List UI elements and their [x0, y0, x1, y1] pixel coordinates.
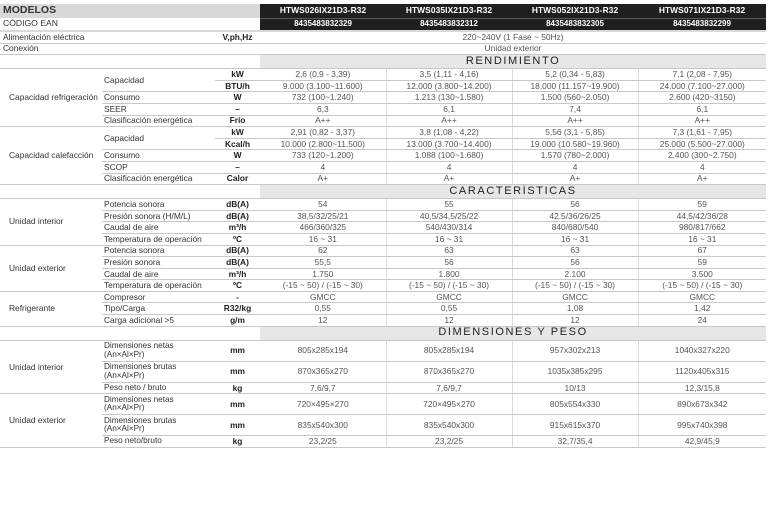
section-spacer [0, 185, 260, 199]
row-value: (-15 ~ 50) / (-15 ~ 30) [512, 280, 638, 292]
table-row [0, 415, 766, 436]
row-value: GMCC [512, 291, 638, 303]
row-value: 915x615x370 [512, 415, 638, 436]
row-value: 0,55 [386, 303, 512, 315]
section-spacer [0, 326, 260, 340]
row-value: 7,6/9,7 [386, 382, 512, 394]
row-unit: mm [215, 415, 260, 436]
row-value: 995x740x398 [638, 415, 766, 436]
row-value: 720×495×270 [260, 394, 386, 415]
row-label: Consumo [102, 92, 215, 104]
row-label: Caudal de aire [102, 268, 215, 280]
table-row [0, 161, 766, 173]
row-label: SEER [102, 103, 215, 115]
row-unit: mm [215, 361, 260, 382]
row-label: Dimensiones brutas (An×Al×Pr) [102, 415, 215, 436]
row-value: 12 [512, 315, 638, 327]
connection-label: Conexión [0, 43, 260, 55]
row-value: 870x365x270 [386, 361, 512, 382]
connection-row [0, 43, 766, 55]
row-value: 7,6/9,7 [260, 382, 386, 394]
models-label: MODELOS [0, 4, 260, 18]
row-value: 1,42 [638, 303, 766, 315]
row-value: 1.570 (780~2.000) [512, 150, 638, 162]
row-value: 63 [512, 245, 638, 257]
row-value: 56 [386, 257, 512, 269]
connection-value: Unidad exterior [260, 43, 766, 55]
row-value: 24.000 (7.100~27.000) [638, 80, 766, 92]
row-value: 835x540x300 [386, 415, 512, 436]
row-unit: BTU/h [215, 80, 260, 92]
ean-label: CÓDIGO EAN [0, 18, 260, 30]
row-value: 0,55 [260, 303, 386, 315]
row-unit: mm [215, 394, 260, 415]
row-value: 59 [638, 199, 766, 211]
row-value: 6,1 [386, 103, 512, 115]
row-value: 733 (120~1.200) [260, 150, 386, 162]
row-value: GMCC [386, 291, 512, 303]
group-label: Unidad exterior [0, 394, 102, 448]
row-label: Peso neto / bruto [102, 382, 215, 394]
table-row [0, 257, 766, 269]
row-value: 466/360/325 [260, 222, 386, 234]
row-unit: Calor [215, 173, 260, 185]
row-value: 1035x385x295 [512, 361, 638, 382]
table-row [0, 436, 766, 448]
row-value: 540/430/314 [386, 222, 512, 234]
row-unit: - [215, 291, 260, 303]
row-label: Temperatura de operación [102, 280, 215, 292]
table-row [0, 115, 766, 127]
row-value: 1.088 (100~1.680) [386, 150, 512, 162]
ean-code: 8435483832299 [638, 18, 766, 30]
row-unit: dB(A) [215, 210, 260, 222]
row-unit: W [215, 150, 260, 162]
row-value: 56 [512, 199, 638, 211]
features-section-row [0, 185, 766, 199]
row-value: 890x673x342 [638, 394, 766, 415]
row-unit: ºC [215, 280, 260, 292]
row-value: A++ [386, 115, 512, 127]
row-value: 805x285x194 [386, 340, 512, 361]
ean-row [0, 18, 766, 30]
row-unit: R32/kg [215, 303, 260, 315]
row-value: 10.000 (2.800~11.500) [260, 138, 386, 150]
power-supply-unit: V,ph,Hz [215, 32, 260, 43]
model-name: HTWS052IX21D3-R32 [512, 4, 638, 18]
row-unit: ºC [215, 233, 260, 245]
row-unit: m³/h [215, 268, 260, 280]
row-value: 16 ~ 31 [638, 233, 766, 245]
row-unit: Frío [215, 115, 260, 127]
row-value: 59 [638, 257, 766, 269]
row-unit: W [215, 92, 260, 104]
table-row [0, 394, 766, 415]
group-label: Capacidad calefacción [0, 127, 102, 185]
table-row [0, 233, 766, 245]
table-row [0, 361, 766, 382]
row-value: 4 [386, 161, 512, 173]
row-value: 2.100 [512, 268, 638, 280]
row-value: (-15 ~ 50) / (-15 ~ 30) [386, 280, 512, 292]
row-value: A+ [260, 173, 386, 185]
row-label: Presión sonora [102, 257, 215, 269]
row-label: Clasificación energética [102, 173, 215, 185]
row-value: 4 [638, 161, 766, 173]
row-value: 7,1 (2,08 - 7,95) [638, 69, 766, 81]
row-value: 1,08 [512, 303, 638, 315]
row-value: 25.000 (5.500~27.000) [638, 138, 766, 150]
row-value: 4 [260, 161, 386, 173]
row-value: 980/817/662 [638, 222, 766, 234]
row-value: 1120x405x315 [638, 361, 766, 382]
row-value: 56 [512, 257, 638, 269]
row-value: 18.000 (11.157~19.900) [512, 80, 638, 92]
row-value: 42,9/45,9 [638, 436, 766, 448]
row-value: 55 [386, 199, 512, 211]
row-value: 2.400 (300~2.750) [638, 150, 766, 162]
row-label: Potencia sonora [102, 199, 215, 211]
row-unit: kg [215, 436, 260, 448]
ean-code: 8435483832312 [386, 18, 512, 30]
row-value: 2.600 (420~3150) [638, 92, 766, 104]
table-row [0, 245, 766, 257]
table-row [0, 173, 766, 185]
row-unit: m³/h [215, 222, 260, 234]
performance-section-title: RENDIMIENTO [260, 55, 766, 69]
group-label: Unidad interior [0, 199, 102, 245]
row-value: 12,3/15,8 [638, 382, 766, 394]
row-unit: dB(A) [215, 199, 260, 211]
row-label: Dimensiones netas (An×Al×Pr) [102, 394, 215, 415]
row-unit: – [215, 103, 260, 115]
row-value: 957x302x213 [512, 340, 638, 361]
table-row [0, 210, 766, 222]
row-label: Capacidad [102, 69, 215, 92]
row-label: Peso neto/bruto [102, 436, 215, 448]
row-value: 2,6 (0,9 - 3,39) [260, 69, 386, 81]
row-value: 32,7/35,4 [512, 436, 638, 448]
row-value: 19.000 (10.580~19.960) [512, 138, 638, 150]
power-supply-value: 220~240V (1 Fase ~ 50Hz) [260, 32, 766, 43]
dimensions-section-row [0, 326, 766, 340]
model-name: HTWS035IX21D3-R32 [386, 4, 512, 18]
row-value: 1.800 [386, 268, 512, 280]
group-label: Unidad exterior [0, 245, 102, 291]
row-value: 23,2/25 [260, 436, 386, 448]
row-value: 3,5 (1,11 - 4,16) [386, 69, 512, 81]
row-unit: dB(A) [215, 257, 260, 269]
power-supply-label: Alimentación eléctrica [0, 32, 215, 43]
row-label: Clasificación energética [102, 115, 215, 127]
table-row [0, 92, 766, 104]
group-label: Unidad interior [0, 340, 102, 394]
row-value: 1.213 (130~1.580) [386, 92, 512, 104]
row-value: 54 [260, 199, 386, 211]
row-value: 5,56 (3,1 - 5,85) [512, 127, 638, 139]
row-value: 6,3 [260, 103, 386, 115]
row-value: 720×495×270 [386, 394, 512, 415]
row-value: A+ [386, 173, 512, 185]
row-unit: g/m [215, 315, 260, 327]
row-value: 805x285x194 [260, 340, 386, 361]
row-value: 6,1 [638, 103, 766, 115]
table-row [0, 268, 766, 280]
table-row [0, 340, 766, 361]
row-value: A++ [260, 115, 386, 127]
ean-code: 8435483832305 [512, 18, 638, 30]
row-unit: dB(A) [215, 245, 260, 257]
row-value: 38,5/32/25/21 [260, 210, 386, 222]
row-label: Dimensiones netas (An×Al×Pr) [102, 340, 215, 361]
row-value: 3.500 [638, 268, 766, 280]
row-label: Consumo [102, 150, 215, 162]
row-value: 7,4 [512, 103, 638, 115]
row-value: A+ [512, 173, 638, 185]
row-value: 16 ~ 31 [512, 233, 638, 245]
row-label: Compresor [102, 291, 215, 303]
row-unit: kW [215, 127, 260, 139]
table-row [0, 103, 766, 115]
row-value: 805x554x330 [512, 394, 638, 415]
row-value: 24 [638, 315, 766, 327]
spec-table [0, 4, 766, 448]
table-row [0, 382, 766, 394]
row-value: 4 [512, 161, 638, 173]
row-value: 1.500 (560~2.050) [512, 92, 638, 104]
row-value: GMCC [638, 291, 766, 303]
table-row [0, 127, 766, 139]
row-label: Tipo/Carga [102, 303, 215, 315]
group-label: Capacidad refrigeración [0, 69, 102, 127]
row-value: 10/13 [512, 382, 638, 394]
row-value: 1040x327x220 [638, 340, 766, 361]
row-value: 7,3 (1,61 - 7,95) [638, 127, 766, 139]
row-label: SCOP [102, 161, 215, 173]
row-label: Carga adicional >5 [102, 315, 215, 327]
row-value: A++ [638, 115, 766, 127]
row-value: 12 [260, 315, 386, 327]
row-value: 67 [638, 245, 766, 257]
performance-section-row [0, 55, 766, 69]
section-spacer [0, 55, 260, 69]
row-unit: kW [215, 69, 260, 81]
row-value: (-15 ~ 50) / (-15 ~ 30) [638, 280, 766, 292]
row-value: GMCC [260, 291, 386, 303]
row-label: Capacidad [102, 127, 215, 150]
group-label: Refrigerante [0, 291, 102, 326]
row-label: Dimensiones brutas (An×Al×Pr) [102, 361, 215, 382]
row-value: 55,5 [260, 257, 386, 269]
table-row [0, 280, 766, 292]
row-value: 16 ~ 31 [386, 233, 512, 245]
models-row [0, 4, 766, 18]
row-unit: Kcal/h [215, 138, 260, 150]
row-value: 16 ~ 31 [260, 233, 386, 245]
table-row [0, 199, 766, 211]
row-value: 62 [260, 245, 386, 257]
ean-code: 8435483832329 [260, 18, 386, 30]
row-value: 3,8 (1,08 - 4,22) [386, 127, 512, 139]
row-label: Potencia sonora [102, 245, 215, 257]
row-value: 12 [386, 315, 512, 327]
row-value: 5,2 (0,34 - 5,83) [512, 69, 638, 81]
row-value: 42.5/36/26/25 [512, 210, 638, 222]
row-value: 13.000 (3.700~14.400) [386, 138, 512, 150]
table-row [0, 303, 766, 315]
row-value: (-15 ~ 50) / (-15 ~ 30) [260, 280, 386, 292]
row-value: 12.000 (3.800~14.200) [386, 80, 512, 92]
row-value: 870x365x270 [260, 361, 386, 382]
model-name: HTWS071IX21D3-R32 [638, 4, 766, 18]
table-row [0, 222, 766, 234]
dimensions-section-title: DIMENSIONES Y PESO [260, 326, 766, 340]
row-value: 44,5/42/36/28 [638, 210, 766, 222]
row-value: 2,91 (0,82 - 3,37) [260, 127, 386, 139]
row-value: 732 (100~1.240) [260, 92, 386, 104]
model-name: HTWS026IX21D3-R32 [260, 4, 386, 18]
row-value: 835x540x300 [260, 415, 386, 436]
table-row [0, 315, 766, 327]
row-value: A++ [512, 115, 638, 127]
row-label: Presión sonora (H/M/L) [102, 210, 215, 222]
row-label: Temperatura de operación [102, 233, 215, 245]
row-unit: – [215, 161, 260, 173]
row-label: Caudal de aire [102, 222, 215, 234]
row-value: A+ [638, 173, 766, 185]
power-supply-row [0, 32, 766, 43]
row-unit: mm [215, 340, 260, 361]
features-section-title: CARACTERÍSTICAS [260, 185, 766, 199]
row-value: 40,5/34,5/25/22 [386, 210, 512, 222]
row-value: 9.000 (3.100~11.600) [260, 80, 386, 92]
table-row [0, 150, 766, 162]
table-row [0, 291, 766, 303]
row-value: 1.750 [260, 268, 386, 280]
row-value: 23,2/25 [386, 436, 512, 448]
table-row [0, 69, 766, 81]
row-value: 840/680/540 [512, 222, 638, 234]
row-value: 63 [386, 245, 512, 257]
row-unit: kg [215, 382, 260, 394]
